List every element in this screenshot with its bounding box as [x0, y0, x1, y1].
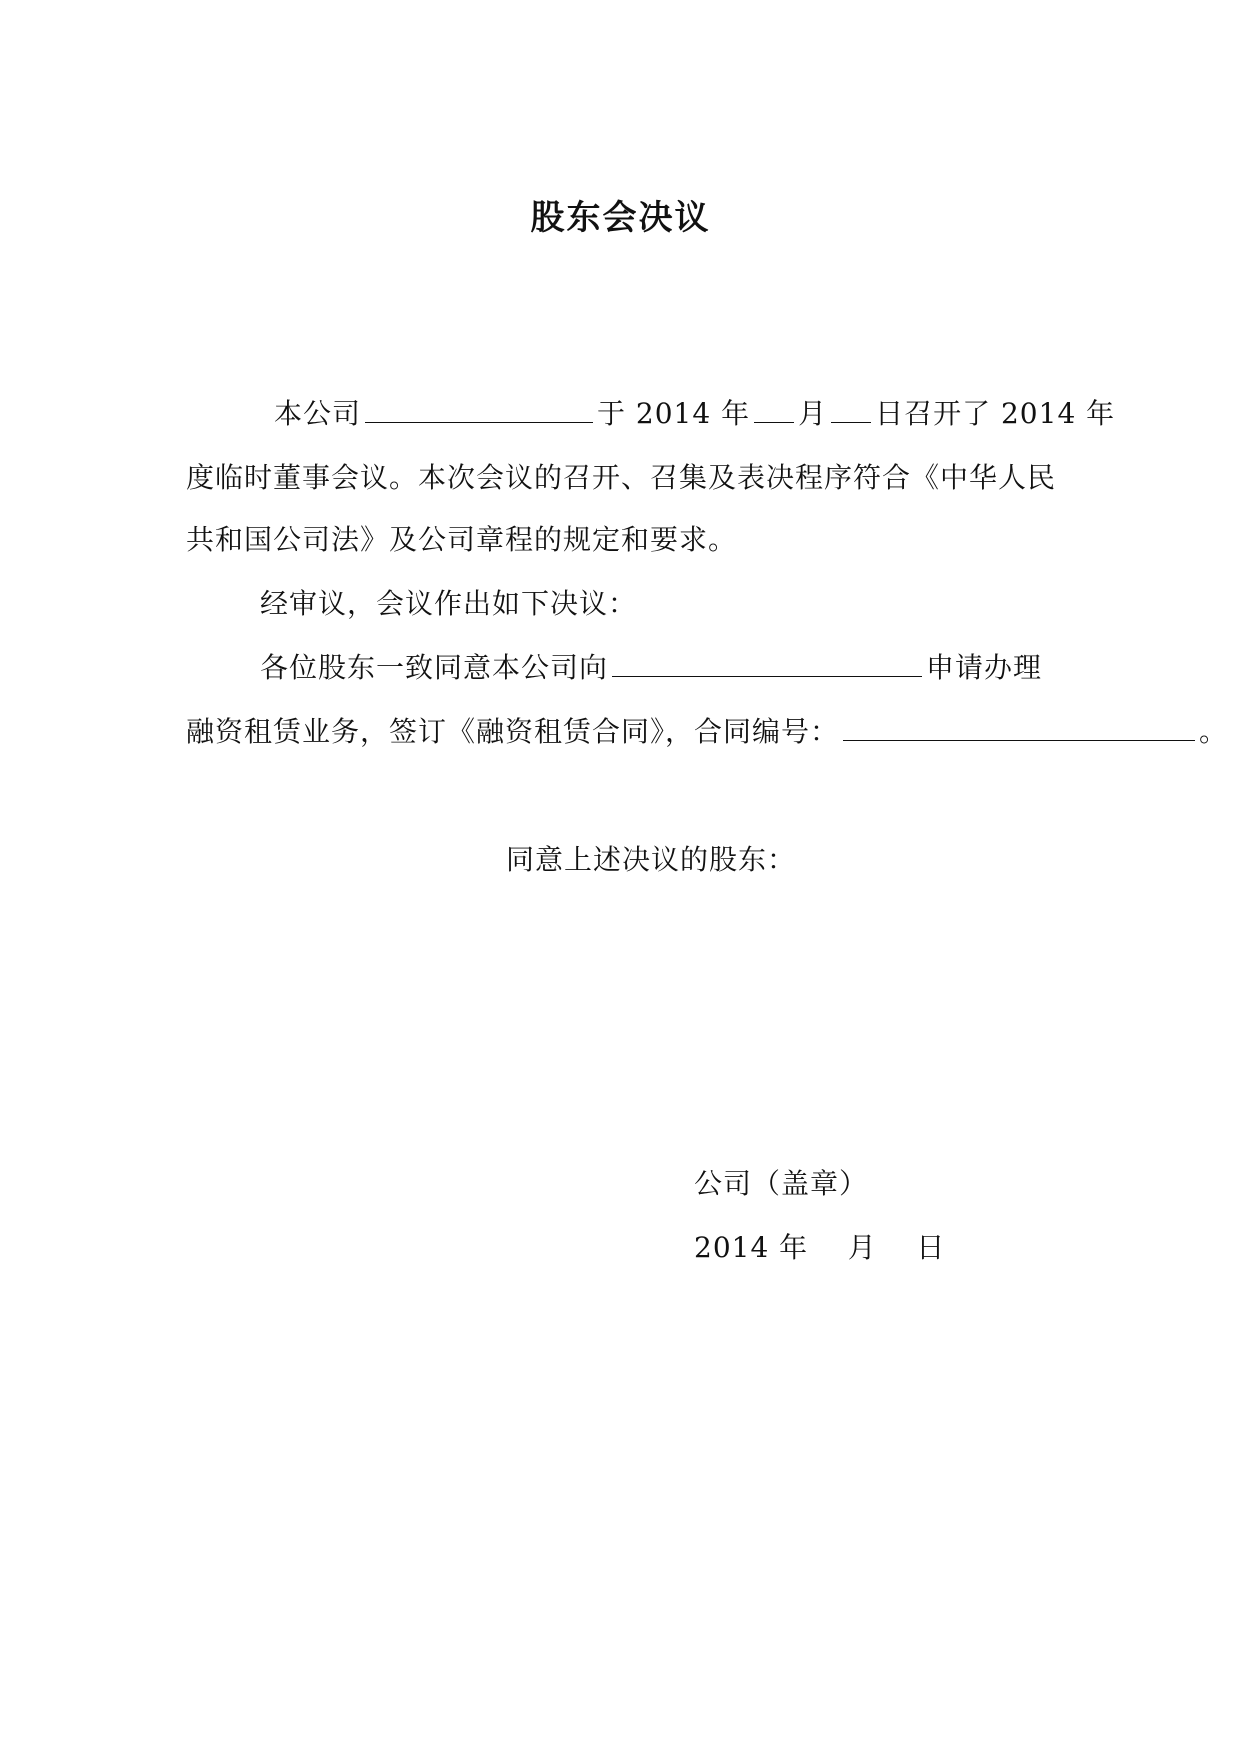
text-shareholders-agree: 各位股东一致同意本公司向 — [260, 651, 609, 684]
text-contract-number-label: 融资租赁业务，签订《融资租赁合同》，合同编号： — [186, 715, 840, 748]
paragraph-2: 经审议，会议作出如下决议： — [260, 587, 638, 620]
text-year: 于 2014 年 — [597, 397, 751, 430]
paragraph-1-line-2: 度临时董事会议。本次会议的召开、召集及表决程序符合《中华人民 — [186, 461, 1057, 494]
day-blank[interactable] — [831, 394, 871, 423]
paragraph-3-line-1 — [260, 648, 1042, 688]
text-apply: 申请办理 — [926, 651, 1043, 684]
lessor-name-blank[interactable] — [612, 648, 922, 677]
paragraph-3-line-2 — [186, 712, 1228, 752]
text-period: 。 — [1199, 715, 1229, 748]
text-day-held: 日召开了 2014 年 — [875, 397, 1116, 430]
signature-date: 2014 年 月 日 — [694, 1231, 946, 1264]
agree-shareholders-label: 同意上述决议的股东： — [506, 843, 797, 876]
contract-number-blank[interactable] — [843, 712, 1195, 741]
text-month: 月 — [798, 397, 828, 430]
paragraph-1-line-3: 共和国公司法》及公司章程的规定和要求。 — [186, 523, 738, 556]
text-company-prefix: 本公司 — [274, 397, 362, 430]
document-title: 股东会决议 — [530, 198, 711, 238]
paragraph-1-line-1 — [274, 394, 1115, 434]
company-seal-label: 公司（盖章） — [694, 1167, 869, 1200]
company-name-blank[interactable] — [365, 394, 593, 423]
month-blank[interactable] — [754, 394, 794, 423]
